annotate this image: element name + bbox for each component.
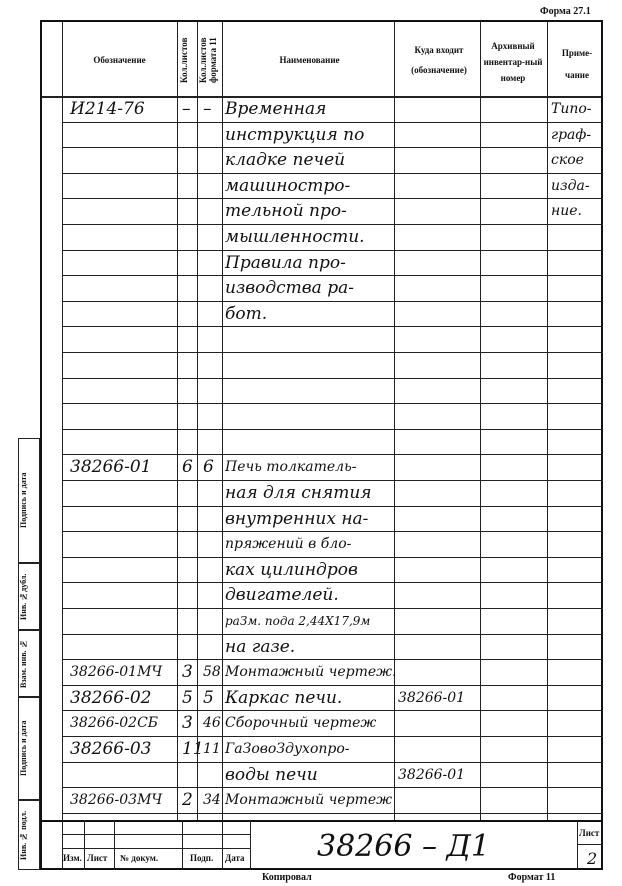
cell-name: бот. bbox=[225, 303, 268, 324]
header-designation: Обозначение bbox=[93, 55, 146, 65]
stamp-col-line bbox=[222, 820, 223, 870]
row-line bbox=[62, 301, 603, 302]
row-line bbox=[62, 710, 603, 711]
cell-name: воды печи bbox=[225, 764, 318, 785]
stamp-col-line bbox=[84, 820, 85, 870]
cell-designation: 38266-02 bbox=[70, 687, 152, 708]
cell-sheets11: 5 bbox=[203, 687, 214, 708]
cell-sheets: 2 bbox=[182, 790, 193, 811]
row-line bbox=[62, 787, 603, 788]
row-line bbox=[62, 480, 603, 481]
cell-name: двигателей. bbox=[225, 585, 339, 606]
cell-name: инструкция по bbox=[225, 124, 365, 145]
cell-designation: 38266-03МЧ bbox=[70, 792, 163, 809]
row-line bbox=[62, 224, 603, 225]
cell-name: ках цилиндров bbox=[225, 559, 358, 580]
cell-sheets11: 6 bbox=[203, 457, 214, 478]
stamp-col-line bbox=[182, 820, 183, 870]
cell-name: кладке печей bbox=[225, 150, 346, 171]
side-dup-inv bbox=[18, 563, 40, 630]
cell-name: Монтажный чертеж. bbox=[225, 664, 397, 681]
cell-designation: 38266-03 bbox=[70, 739, 152, 759]
side-label-sign-date-2: Подпись и дата bbox=[19, 720, 28, 777]
row-line bbox=[62, 352, 603, 353]
row-line bbox=[62, 608, 603, 609]
cell-name: Временная bbox=[225, 99, 327, 119]
row-line bbox=[62, 454, 603, 455]
cell-name: раЗм. пода 2,44Х17,9м bbox=[225, 614, 371, 628]
stamp-izm: Изм. bbox=[63, 853, 82, 863]
cell-note: изда- bbox=[551, 177, 590, 194]
cell-sheets11: 46 bbox=[203, 715, 221, 732]
column-line bbox=[62, 22, 63, 820]
stamp-col-line bbox=[250, 820, 251, 870]
row-line bbox=[62, 659, 603, 660]
cell-sheets: 6 bbox=[182, 457, 193, 478]
sheet-label: Лист bbox=[579, 828, 600, 838]
header-note: Приме-чание bbox=[561, 48, 593, 80]
row-line bbox=[62, 736, 603, 737]
cell-name: тельной про- bbox=[225, 201, 347, 222]
footer-format: Формат 11 bbox=[508, 872, 556, 883]
stamp-top-line bbox=[42, 820, 601, 822]
cell-name: на газе. bbox=[225, 636, 296, 657]
header-where-used: Куда входит (обозначение) bbox=[411, 45, 467, 75]
header-archive: Архивный инвентар-ный номер bbox=[483, 41, 543, 83]
side-label-orig-inv: Инв. № подл. bbox=[19, 810, 28, 860]
row-line bbox=[62, 582, 603, 583]
cell-name: внутренних на- bbox=[225, 508, 369, 529]
row-line bbox=[62, 173, 603, 174]
row-line bbox=[62, 122, 603, 123]
side-label-replace-inv: Взам. инв. № bbox=[19, 639, 28, 688]
sheet-number: 2 bbox=[587, 849, 598, 868]
row-line bbox=[62, 403, 603, 404]
cell-sheets11: 58 bbox=[203, 664, 221, 681]
stamp-date: Дата bbox=[225, 853, 245, 863]
header-sheets-a11: Кол.листов формата 11 bbox=[198, 37, 218, 83]
side-replace-inv bbox=[18, 630, 40, 697]
row-line bbox=[62, 429, 603, 430]
form-label: Форма 27.1 bbox=[540, 6, 591, 17]
cell-name: мышленности. bbox=[225, 227, 365, 247]
row-line bbox=[62, 685, 603, 686]
cell-note: граф- bbox=[551, 126, 592, 143]
row-line bbox=[62, 506, 603, 507]
cell-name: Монтажный чертеж bbox=[225, 792, 393, 809]
cell-name: Печь толкатель- bbox=[225, 459, 357, 476]
cell-name: Каркас печи. bbox=[225, 687, 343, 708]
side-label-sign-date-1: Подпись и дата bbox=[19, 472, 28, 529]
column-line bbox=[197, 22, 198, 820]
document-code: 38266 – Д1 bbox=[317, 829, 490, 864]
row-line bbox=[62, 557, 603, 558]
cell-note: Типо- bbox=[551, 101, 592, 117]
cell-name: ГаЗовоЗдухопро- bbox=[225, 741, 350, 757]
cell-name: изводства ра- bbox=[225, 278, 354, 299]
cell-name: машиностро- bbox=[225, 175, 351, 196]
cell-where-used: 38266-01 bbox=[398, 766, 466, 783]
header-line bbox=[42, 96, 601, 98]
cell-designation: 38266-01 bbox=[70, 457, 152, 478]
document-sheet bbox=[40, 20, 603, 870]
row-line bbox=[62, 634, 603, 635]
column-line bbox=[222, 22, 223, 820]
side-orig-inv bbox=[18, 800, 40, 870]
column-line bbox=[480, 22, 481, 820]
cell-name: пряжений в бло- bbox=[225, 536, 352, 553]
cell-sheets: 11 bbox=[182, 739, 204, 759]
stamp-doc: № докум. bbox=[120, 853, 159, 863]
stamp-col-line bbox=[114, 820, 115, 870]
row-line bbox=[62, 275, 603, 276]
side-sign-date-1 bbox=[18, 438, 40, 563]
cell-name: Сборочный чертеж bbox=[225, 715, 377, 732]
cell-sheets: – bbox=[182, 99, 191, 119]
stamp-sign: Подп. bbox=[190, 853, 214, 863]
cell-sheets11: 34 bbox=[203, 792, 221, 809]
cell-sheets: 3 bbox=[182, 662, 193, 683]
side-label-dup-inv: Инв. №дубл. bbox=[19, 573, 28, 620]
cell-designation: И214-76 bbox=[70, 99, 145, 119]
row-line bbox=[62, 198, 603, 199]
cell-designation: 38266-01МЧ bbox=[70, 664, 163, 681]
cell-name: ная для снятия bbox=[225, 483, 372, 503]
column-line bbox=[394, 22, 395, 820]
column-line bbox=[177, 22, 178, 820]
cell-name: Правила про- bbox=[225, 252, 346, 273]
header-name: Наименование bbox=[279, 55, 340, 65]
cell-sheets11: 11 bbox=[203, 741, 221, 757]
cell-where-used: 38266-01 bbox=[398, 689, 466, 706]
cell-sheets: 3 bbox=[182, 713, 193, 734]
stamp-list: Лист bbox=[87, 853, 108, 863]
row-line bbox=[62, 147, 603, 148]
cell-sheets: 5 bbox=[182, 687, 193, 708]
row-line bbox=[62, 326, 603, 327]
cell-note: ское bbox=[551, 152, 584, 169]
row-line bbox=[62, 250, 603, 251]
row-line bbox=[62, 762, 603, 763]
cell-designation: 38266-02СБ bbox=[70, 715, 159, 732]
column-line bbox=[547, 22, 548, 820]
row-line bbox=[62, 531, 603, 532]
header-sheets-count: Кол.листов bbox=[179, 37, 189, 83]
cell-sheets11: – bbox=[203, 99, 212, 119]
row-line bbox=[62, 378, 603, 379]
side-sign-date-2 bbox=[18, 697, 40, 800]
cell-note: ние. bbox=[551, 203, 582, 220]
stamp-sheet-line bbox=[577, 820, 578, 870]
row-line bbox=[62, 813, 603, 814]
stamp-sheet-split bbox=[577, 844, 603, 845]
footer-copied: Копировал bbox=[262, 872, 312, 883]
